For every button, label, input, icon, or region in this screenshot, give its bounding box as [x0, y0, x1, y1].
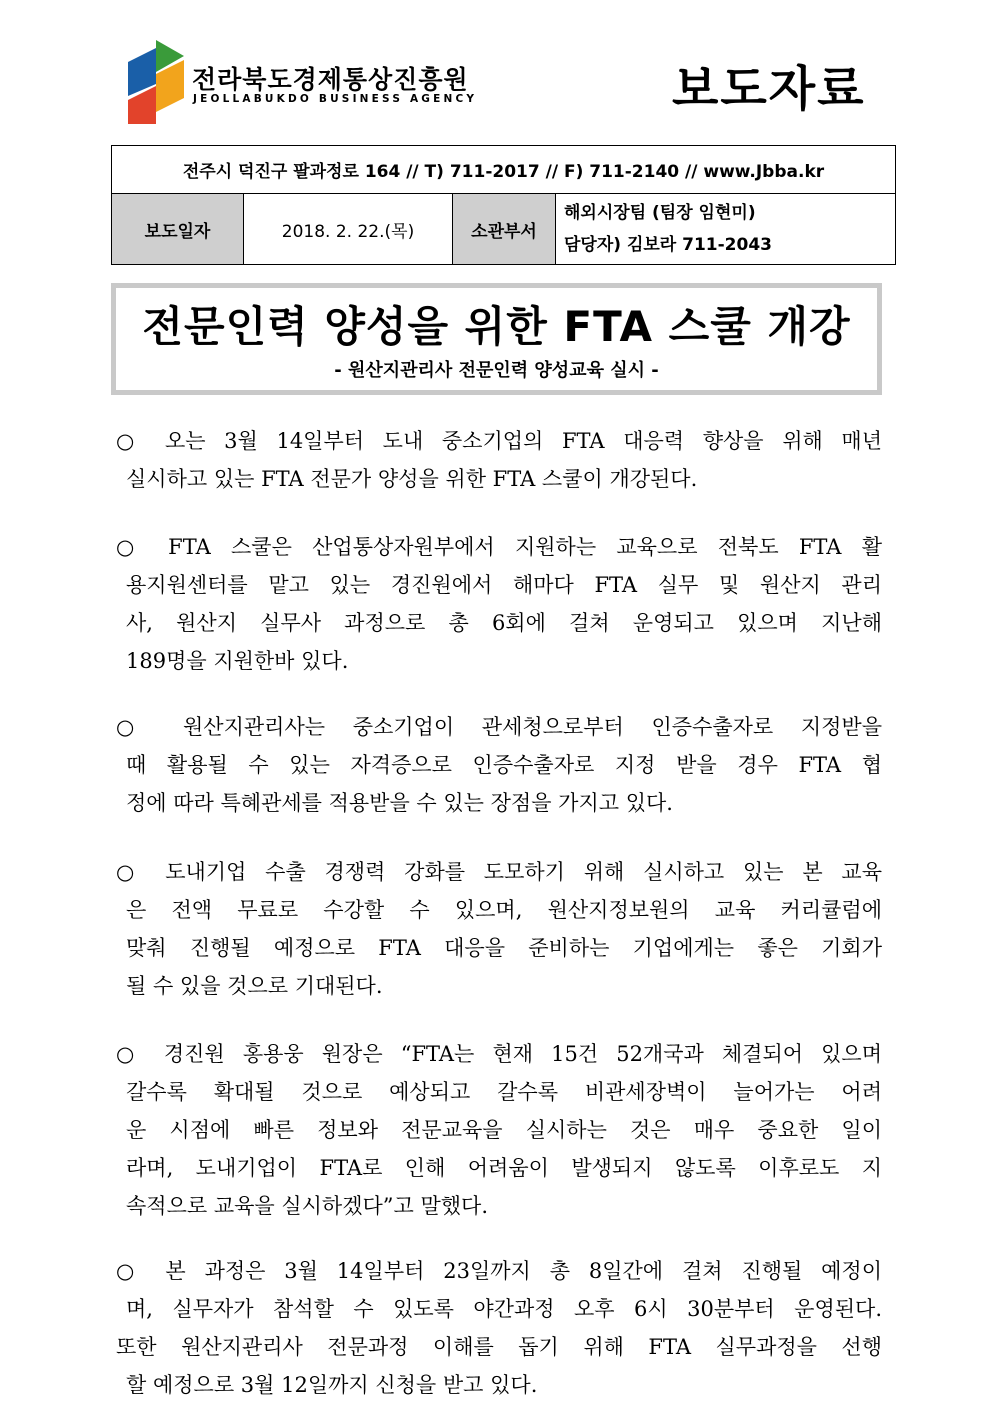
- paragraph-5: [116, 1035, 882, 1225]
- paragraph-line: FTA 스쿨은 산업통상자원부에서 지원하는 교육으로 전북도 FTA 활: [168, 535, 882, 559]
- paragraph-line: 될 수 있을 것으로 기대된다.: [126, 974, 383, 998]
- release-date-label: 보도일자: [112, 194, 244, 265]
- bullet-circle-icon: ○: [116, 1259, 147, 1283]
- paragraph-line: 정에 따라 특혜관세를 적용받을 수 있는 장점을 가지고 있다.: [126, 791, 673, 815]
- paragraph-line: 경진원 홍용웅 원장은 “FTA는 현재 15건 52개국과 체결되어 있으며: [163, 1042, 882, 1066]
- bullet-circle-icon: ○: [116, 715, 156, 739]
- department-team: 해외시장팀 (팀장 임현미): [564, 203, 756, 223]
- paragraph-6: [116, 1252, 882, 1404]
- org-name-korean: 전라북도경제통상진흥원: [192, 65, 469, 94]
- paragraph-1: [116, 422, 882, 498]
- paragraph-line: 또한 원산지관리사 전문과정 이해를 돕기 위해 FTA 실무과정을 선행: [116, 1335, 882, 1359]
- paragraph-2: [116, 528, 882, 680]
- paragraph-line: 용지원센터를 맡고 있는 경진원에서 해마다 FTA 실무 및 원산지 관리: [126, 573, 882, 597]
- department-label: 소관부서: [453, 194, 556, 265]
- paragraph-line: 본 과정은 3월 14일부터 23일까지 총 8일간에 걸쳐 진행될 예정이: [165, 1259, 882, 1283]
- bullet-circle-icon: ○: [116, 1042, 146, 1066]
- paragraph-line: 도내기업 수출 경쟁력 강화를 도모하기 위해 실시하고 있는 본 교육: [165, 860, 882, 884]
- bullet-circle-icon: ○: [116, 860, 147, 884]
- org-name-english: JEOLLABUKDO BUSINESS AGENCY: [193, 93, 478, 105]
- paragraph-4: [116, 853, 882, 1005]
- paragraph-line: 189명을 지원한바 있다.: [126, 649, 349, 673]
- paragraph-line: 라며, 도내기업이 FTA로 인해 어려움이 발생되지 않도록 이후로도 지: [126, 1156, 882, 1180]
- bullet-circle-icon: ○: [116, 535, 148, 559]
- paragraph-line: 실시하고 있는 FTA 전문가 양성을 위한 FTA 스쿨이 개강된다.: [126, 467, 698, 491]
- paragraph-3: [116, 708, 882, 822]
- paragraph-line: 할 예정으로 3월 12일까지 신청을 받고 있다.: [126, 1373, 538, 1397]
- paragraph-line: 며, 실무자가 참석할 수 있도록 야간과정 오후 6시 30분부터 운영된다.: [126, 1297, 882, 1321]
- release-date-value: 2018. 2. 22.(목): [244, 194, 453, 265]
- headline-box: [111, 283, 882, 395]
- paragraph-line: 사, 원산지 실무사 과정으로 총 6회에 걸쳐 운영되고 있으며 지난해: [126, 611, 882, 635]
- paragraph-line: 은 전액 무료로 수강할 수 있으며, 원산지정보원의 교육 커리큘럼에: [126, 898, 882, 922]
- contact-address: 전주시 덕진구 팔과정로 164 // T) 711-2017 // F) 711-2140 // www.Jbba.kr: [112, 146, 896, 194]
- headline-subtitle: - 원산지관리사 전문인력 양성교육 실시 -: [334, 360, 659, 381]
- paragraph-line: 맞춰 진행될 예정으로 FTA 대응을 준비하는 기업에게는 좋은 기회가: [126, 936, 882, 960]
- press-info-table: [111, 145, 896, 265]
- headline-title: 전문인력 양성을 위한 FTA 스쿨 개강: [142, 302, 851, 351]
- agency-logo-icon: [128, 40, 184, 124]
- bullet-circle-icon: ○: [116, 429, 147, 453]
- paragraph-line: 속적으로 교육을 실시하겠다”고 말했다.: [126, 1194, 489, 1218]
- department-contact: 담당자) 김보라 711-2043: [564, 235, 772, 255]
- paragraph-line: 원산지관리사는 중소기업이 관세청으로부터 인증수출자로 지정받을: [183, 715, 882, 739]
- paragraph-line: 운 시점에 빠른 정보와 전문교육을 실시하는 것은 매우 중요한 일이: [126, 1118, 882, 1142]
- document-type-label: 보도자료: [672, 61, 866, 117]
- paragraph-line: 갈수록 확대될 것으로 예상되고 갈수록 비관세장벽이 늘어가는 어려: [126, 1080, 882, 1104]
- page-header: [0, 0, 992, 140]
- paragraph-line: 때 활용될 수 있는 자격증으로 인증수출자로 지정 받을 경우 FTA 협: [126, 753, 882, 777]
- department-value: [556, 194, 896, 265]
- paragraph-line: 오는 3월 14일부터 도내 중소기업의 FTA 대응력 향상을 위해 매년: [164, 429, 882, 453]
